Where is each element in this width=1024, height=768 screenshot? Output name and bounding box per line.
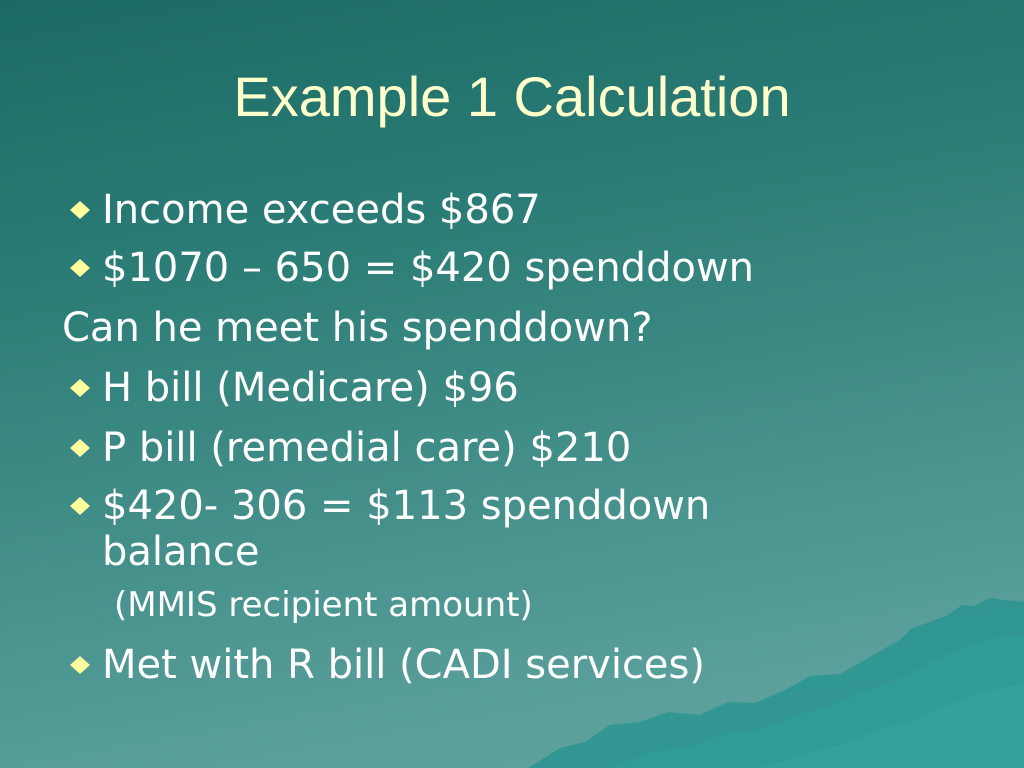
diamond-icon (66, 243, 96, 299)
diamond-icon (66, 185, 96, 241)
bullet-item (62, 185, 862, 243)
plain-item: Can he meet his spenddown? (62, 305, 653, 351)
bullet-text: $1070 – 650 = $420 spenddown (102, 245, 754, 291)
slide-title: Example 1 Calculation (233, 65, 791, 128)
bullet-text: P bill (remedial care) $210 (102, 425, 632, 471)
bullet-text: H bill (Medicare) $96 (102, 365, 519, 411)
bullet-item (62, 363, 862, 423)
diamond-icon (66, 483, 96, 539)
diamond-icon (66, 639, 96, 695)
diamond-icon (66, 423, 96, 479)
bullet-text: $420- 306 = $113 spenddown balance (102, 483, 711, 575)
bullet-item (62, 639, 862, 695)
diamond-icon (66, 363, 96, 419)
bullet-item (62, 243, 862, 303)
sub-item: (MMIS recipient amount) (114, 585, 533, 625)
bullet-item (62, 483, 862, 583)
bullet-text: Income exceeds $867 (102, 187, 541, 233)
bullet-item (62, 423, 862, 483)
slide-body (62, 185, 862, 695)
bullet-text: Met with R bill (CADI services) (102, 642, 705, 688)
